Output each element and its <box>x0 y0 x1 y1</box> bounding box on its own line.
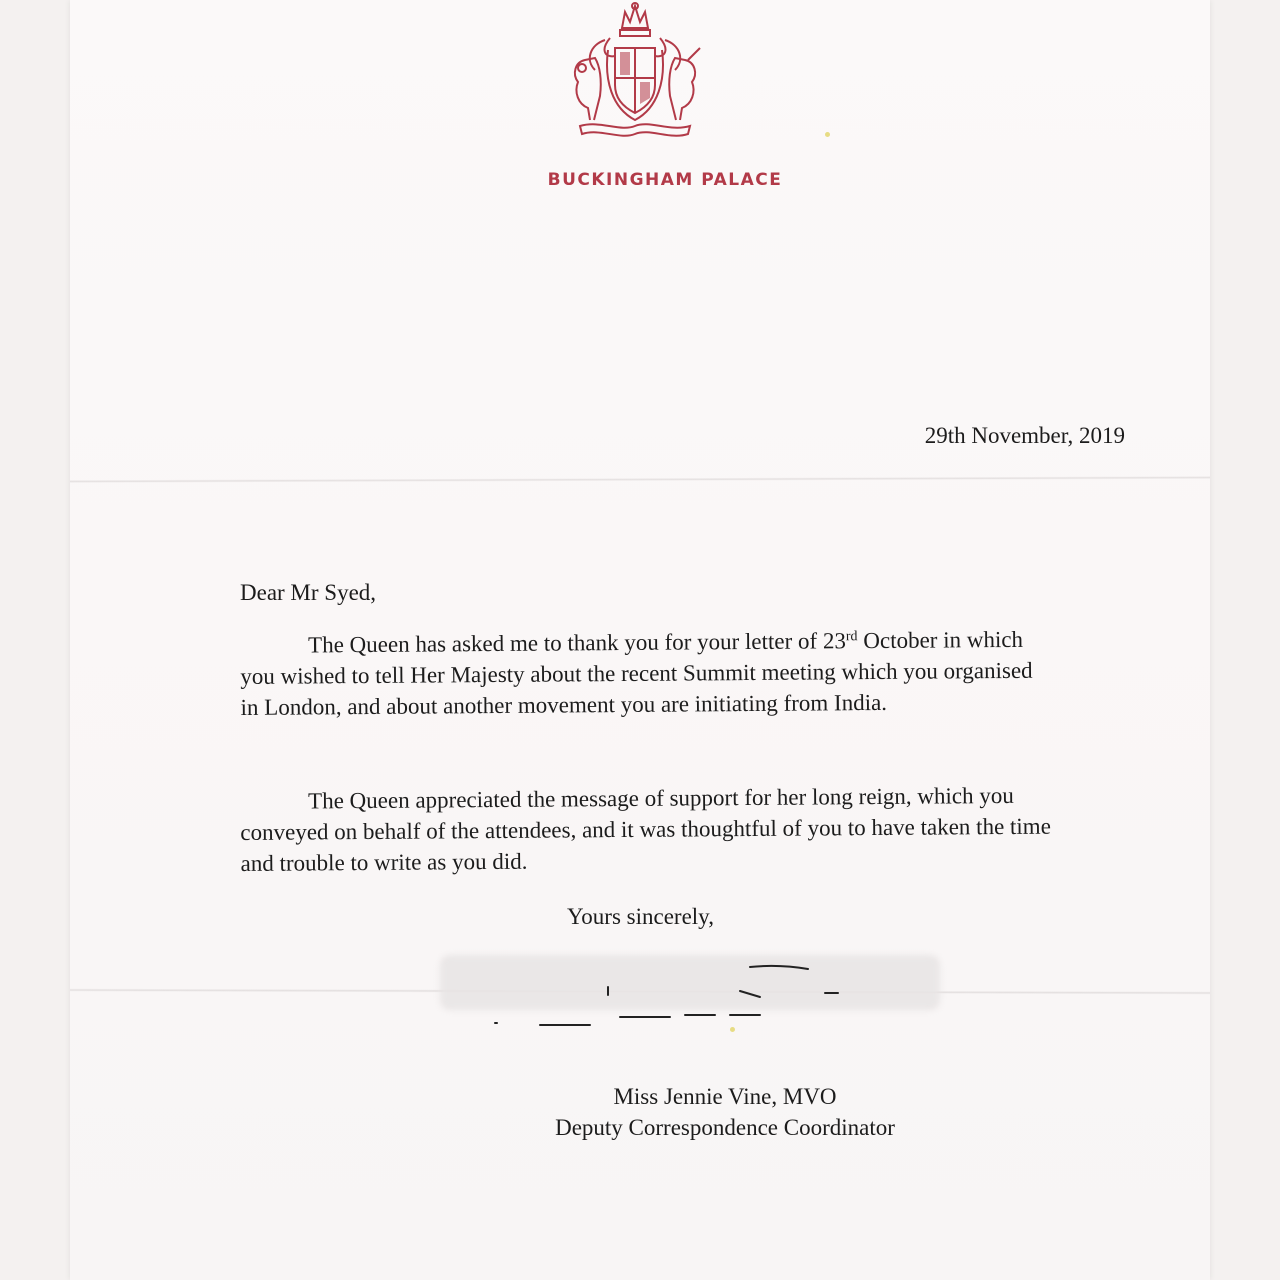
paragraph-text: October in which you wished to tell Her Majesty about the recent Summit meeting which you organised in London, and about another movement you are initiating from India. <box>240 626 1033 720</box>
signatory-name: Miss Jennie Vine, MVO <box>613 1084 837 1109</box>
ordinal-superscript: rd <box>845 629 858 645</box>
royal-coat-of-arms-icon <box>560 0 710 140</box>
paper-speck <box>825 132 830 137</box>
paper-speck <box>730 1027 735 1032</box>
letter-paper <box>70 0 1210 1280</box>
letterhead-title: BUCKINGHAM PALACE <box>547 170 783 190</box>
signatory-title: Deputy Correspondence Coordinator <box>555 1115 895 1140</box>
redacted-signature-icon <box>440 955 940 1030</box>
signatory-block <box>460 1081 990 1143</box>
body-paragraph <box>240 624 1056 723</box>
salutation: Dear Mr Syed, <box>240 580 377 605</box>
closing: Yours sincerely, <box>567 904 714 929</box>
letter-date: 29th November, 2019 <box>924 423 1125 448</box>
paper-fold-line <box>70 476 1210 483</box>
paragraph-text: The Queen has asked me to thank you for your letter of 23 <box>308 628 846 658</box>
body-paragraph: The Queen appreciated the message of support for her long reign, which you conveyed on behalf of the attendees, and it was thoughtful of you to have taken the time and trouble to write as you did. <box>240 782 1051 876</box>
